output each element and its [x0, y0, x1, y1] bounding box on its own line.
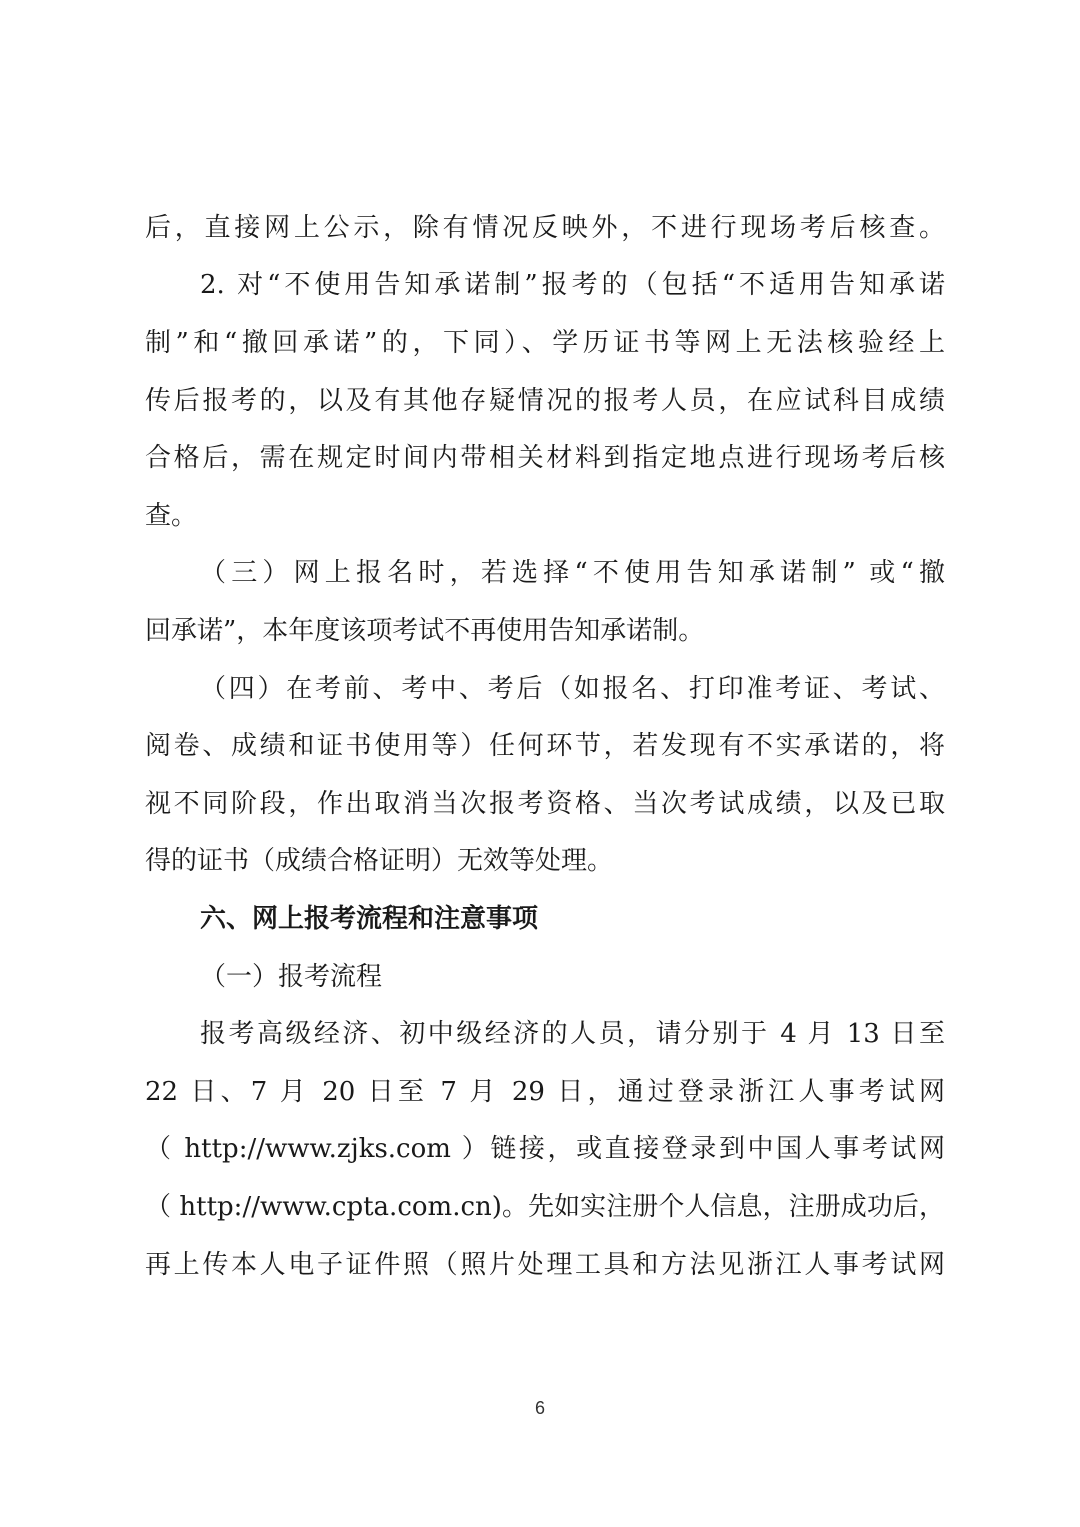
text-line: 制”和“撤回承诺”的，下同）、学历证书等网上无法核验经上 — [145, 328, 945, 358]
text-line: 得的证书（成绩合格证明）无效等处理。 — [145, 846, 614, 876]
text-line: 视不同阶段，作出取消当次报考资格、当次考试成绩，以及已取 — [145, 789, 945, 819]
text-line: （三）网上报名时，若选择“不使用告知承诺制” 或“撤 — [200, 558, 945, 588]
text-line: 回承诺”，本年度该项考试不再使用告知承诺制。 — [145, 616, 705, 646]
text-line: 报考高级经济、初中级经济的人员，请分别于 4 月 13 日至 — [200, 1019, 945, 1049]
text-line: 再上传本人电子证件照（照片处理工具和方法见浙江人事考试网 — [145, 1250, 945, 1280]
text-line: 传后报考的，以及有其他存疑情况的报考人员，在应试科目成绩 — [145, 386, 945, 416]
text-line: （ http://www.cpta.com.cn)。先如实注册个人信息，注册成功后， — [145, 1192, 945, 1222]
text-line: 查。 — [145, 501, 198, 531]
text-line: 2. 对“不使用告知承诺制”报考的（包括“不适用告知承诺 — [200, 270, 945, 300]
text-line: 22 日、7 月 20 日至 7 月 29 日，通过登录浙江人事考试网 — [145, 1077, 945, 1107]
page-number: 6 — [534, 1398, 545, 1418]
section-heading: 六、网上报考流程和注意事项 — [200, 904, 539, 934]
text-line: （四）在考前、考中、考后（如报名、打印准考证、考试、 — [200, 674, 945, 704]
subsection-heading: （一）报考流程 — [200, 962, 383, 992]
text-line: 合格后，需在规定时间内带相关材料到指定地点进行现场考后核 — [145, 443, 945, 473]
text-line: 后，直接网上公示，除有情况反映外，不进行现场考后核查。 — [145, 213, 945, 243]
text-line: （ http://www.zjks.com ）链接，或直接登录到中国人事考试网 — [145, 1134, 945, 1164]
text-line: 阅卷、成绩和证书使用等）任何环节，若发现有不实承诺的，将 — [145, 731, 945, 761]
